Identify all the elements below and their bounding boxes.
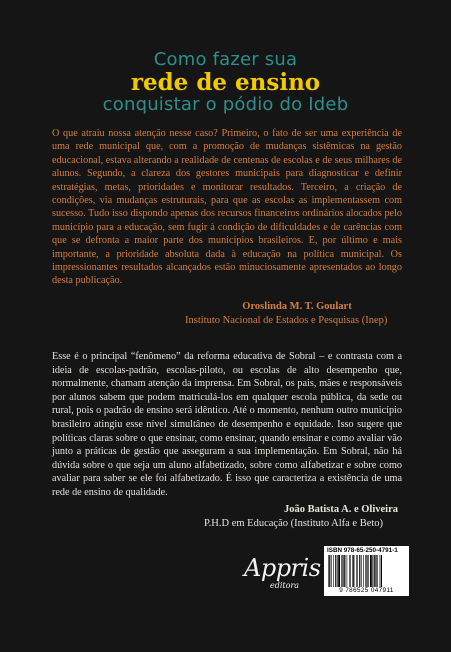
- barcode-bar: [365, 555, 366, 587]
- quote-two-affiliation: P.H.D em Educação (Instituto Alfa e Beto): [204, 518, 384, 529]
- barcode-bar: [337, 555, 338, 587]
- barcode-bar: [341, 555, 342, 587]
- isbn-barcode: [324, 546, 409, 596]
- barcode-bar: [357, 555, 358, 587]
- barcode-bar: [338, 555, 340, 587]
- barcode-bar: [333, 555, 334, 587]
- barcode-bar: [356, 555, 357, 587]
- publisher-logo: [238, 553, 321, 595]
- barcode-bar: [331, 555, 332, 587]
- barcode-bar: [335, 555, 336, 587]
- isbn-label: ISBN 978-65-250-4791-1: [327, 547, 398, 554]
- barcode-bar: [328, 555, 329, 587]
- barcode-bar: [359, 555, 360, 587]
- quote-two-signature: [204, 503, 404, 531]
- quote-two-author: João Batista A. e Oliveira: [283, 504, 398, 515]
- barcode-bar: [353, 555, 354, 587]
- barcode-bar: [380, 555, 381, 587]
- barcode-bar: [329, 555, 330, 587]
- barcode-bar: [374, 555, 375, 587]
- barcode-bar: [366, 555, 367, 587]
- quote-one-affiliation: Instituto Nacional de Estados e Pesquisas (Inep): [185, 315, 388, 326]
- quote-one-author: Oroslinda M. T. Goulart: [242, 301, 352, 312]
- barcode-bar: [368, 555, 369, 587]
- quote-one-signature: [185, 300, 405, 328]
- barcode-bar: [377, 555, 378, 587]
- publisher-name: Appris: [244, 554, 321, 582]
- barcode-bar: [347, 555, 348, 587]
- barcode-bar: [375, 555, 376, 587]
- barcode-bar: [370, 555, 372, 587]
- barcode-bar: [361, 555, 362, 587]
- barcode-digits: 9 786525 047911: [339, 587, 394, 594]
- barcode-bar: [363, 555, 364, 587]
- title-line-2: rede de ensino: [130, 69, 321, 96]
- cover-title: [0, 50, 451, 115]
- quote-two-text: Esse é o principal “fenômeno” da reforma educativa de Sobral – e contrasta com a ideia de escolas-padrão, escolas-piloto, ou escolas de alto desempenho que, normalmente, chamam atenção da imprensa. Em Sobral, os pais, mães e responsáveis por alunos sabem que podem matriculá-los em qualquer escola pública, da sede ou rural, pois o padrão de ensino será idêntico. Até o momento, nenhum outro município brasileiro atingiu esse nível simultâneo de desempenho e equidade. Isso sugere que políticas claras sobre o que ensinar, como ensinar, quando ensinar e como avaliar vão junto a práticas de gestão que asseguram a sua implementação. Em Sobral, não há dúvida sobre o que seja um aluno alfabetizado, sobre como alfabetizar e sobre como avaliar para saber se ele foi alfabetizado. É isso que caracteriza a existência de uma rede de ensino de qualidade.: [52, 351, 402, 498]
- title-line-1: Como fazer sua: [153, 49, 298, 70]
- barcode-bar: [350, 555, 351, 587]
- title-line-3: conquistar o pódio do Ideb: [102, 94, 349, 115]
- barcode-bar: [372, 555, 373, 587]
- barcode-bar: [352, 555, 353, 587]
- barcode-bars: [327, 555, 406, 587]
- barcode-bar: [349, 555, 350, 587]
- barcode-bar: [381, 555, 382, 587]
- publisher-subtitle: editora: [270, 581, 300, 590]
- quote-one-text: O que atraiu nossa atenção nesse caso? Primeiro, o fato de ser uma experiência de uma rede municipal que, com a promoção de mudanças sistêmicas na gestão educacional, estava alterando a realidade de centenas de escolas e de seus milhares de alunos. Segundo, a clareza dos gestores municipais para diagnosticar e definir estratégias, metas, prioridades e monitorar resultados. Terceiro, a criação de condições, via mudanças estruturais, para que as escolas as implementassem com sucesso. Tudo isso dispondo apenas dos recursos financeiros ordinários alocados pelo município para a educação, sem fugir à condição de dificuldades e de carências com que se defronta a maior parte dos municípios brasileiros. E, por último e mais importante, a prioridade absoluta dada à educação na política municipal. Os impressionantes resultados alcançados estão minuciosamente apresentados ao longo desta publicação.: [52, 128, 402, 287]
- barcode-bar: [342, 555, 343, 587]
- barcode-bar: [344, 555, 345, 587]
